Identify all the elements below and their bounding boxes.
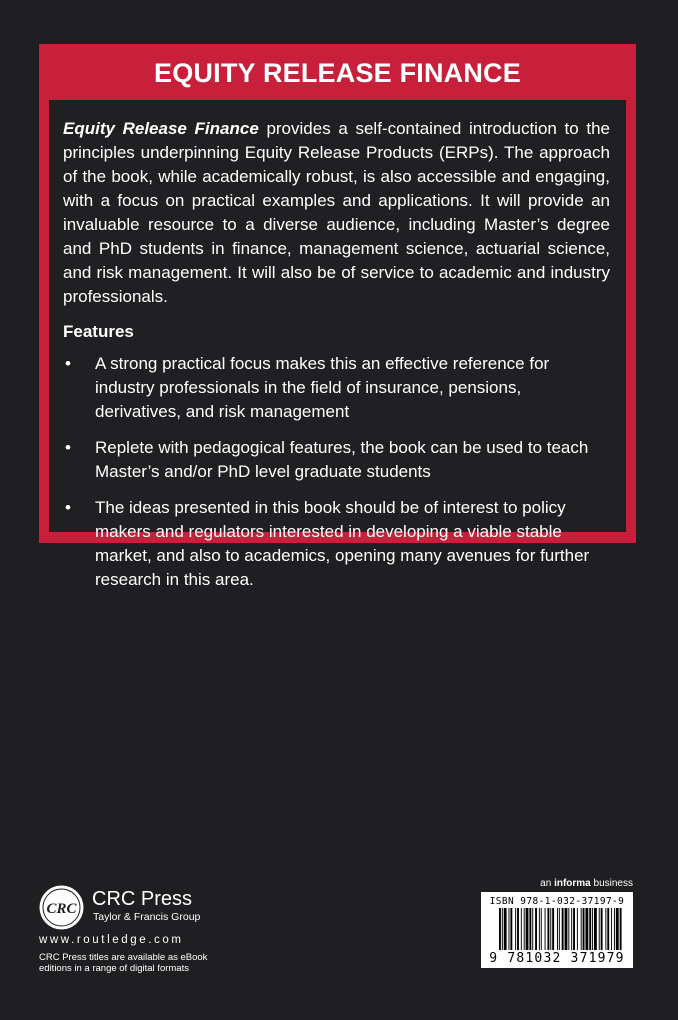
barcode-bar (552, 908, 554, 950)
isbn-label: ISBN 978-1-032-37197-9 (489, 896, 625, 907)
bullet-icon: • (65, 354, 71, 373)
barcode-icon (485, 908, 629, 952)
barcode-bar (611, 908, 612, 950)
barcode-bar (517, 908, 519, 950)
barcode-bar (539, 908, 540, 950)
barcode-bar (547, 908, 549, 950)
feature-item (63, 436, 610, 484)
bullet-icon: • (65, 438, 71, 457)
barcode-bar (581, 908, 582, 950)
barcode-bar (601, 908, 603, 950)
informa-prefix: an (540, 878, 555, 889)
feature-item (63, 496, 610, 592)
bullet-icon: • (65, 498, 71, 517)
barcode-bar (499, 908, 501, 950)
feature-text: A strong practical focus makes this an effective reference for industry professionals in the field of insurance, pensions, derivatives, and risk management (95, 354, 550, 421)
barcode-bar (550, 908, 551, 950)
crc-logo-text: CRC (46, 901, 77, 917)
barcode-bar (583, 908, 585, 950)
barcode-bar (592, 908, 593, 950)
barcode-bar (515, 908, 516, 950)
book-title: EQUITY RELEASE FINANCE (154, 58, 521, 88)
barcode-bar (510, 908, 512, 950)
description-body: provides a self-contained introduction to the principles underpinning Equity Release Products (ERPs). The approach of the book, while academically robust, is also accessible and engaging, with a focus on practical examples and applications. It will provide an invaluable resource to a diverse audience, including Master’s degree and PhD students in finance, management science, actuarial science, and risk management. It will also be of service to academic and industry professionals. (63, 119, 610, 306)
barcode-bar (529, 908, 531, 950)
barcode-bar (504, 908, 507, 950)
barcode-bar (565, 908, 568, 950)
barcode-bar (545, 908, 546, 950)
title-panel (39, 44, 636, 589)
description-lead: Equity Release Finance (63, 119, 259, 138)
features-heading: Features (63, 322, 134, 341)
barcode-bar (571, 908, 572, 950)
informa-tagline (540, 878, 633, 889)
informa-suffix: business (590, 878, 633, 889)
feature-text: Replete with pedagogical features, the book can be used to teach Master’s and/or PhD level graduate students (95, 438, 589, 481)
barcode-bar (616, 908, 619, 950)
barcode-bar (607, 908, 609, 950)
publisher-name: CRC Press (92, 888, 193, 910)
barcode-bar (585, 908, 588, 950)
barcode-bar (541, 908, 542, 950)
informa-brand: informa (554, 878, 591, 889)
barcode-bar (599, 908, 600, 950)
barcode-bar (620, 908, 622, 950)
ean-digits: 9 781032 371979 (489, 951, 625, 966)
barcode-bar (524, 908, 525, 950)
barcode-bar (559, 908, 560, 950)
barcode-bar (568, 908, 569, 950)
feature-item (63, 352, 610, 424)
barcode-bar (589, 908, 591, 950)
ebook-note: CRC Press titles are available as eBook editions in a range of digital formats (39, 952, 208, 974)
barcode-bar (532, 908, 533, 950)
barcode-box (481, 892, 633, 968)
crc-logo-icon (38, 884, 85, 931)
publisher-website: www.routledge.com (39, 934, 184, 946)
barcode-bar (509, 908, 510, 950)
barcode-bar (521, 908, 522, 950)
barcode-bar (502, 908, 503, 950)
barcode-bar (562, 908, 564, 950)
barcode-bar (577, 908, 578, 950)
barcode-bar (605, 908, 606, 950)
publisher-group: Taylor & Francis Group (93, 911, 201, 923)
features-list (63, 352, 610, 592)
description-box (49, 100, 626, 589)
barcode-bar (535, 908, 537, 950)
barcode-bar (594, 908, 597, 950)
feature-text: The ideas presented in this book should be of interest to policy makers and regulators interested in developing a viable stable market, and also to academics, opening many avenues for further research in this area. (95, 498, 590, 589)
barcode-bar (614, 908, 615, 950)
book-description (63, 117, 610, 309)
barcode-bar (526, 908, 529, 950)
barcode-bar (557, 908, 558, 950)
barcode-bar (573, 908, 575, 950)
